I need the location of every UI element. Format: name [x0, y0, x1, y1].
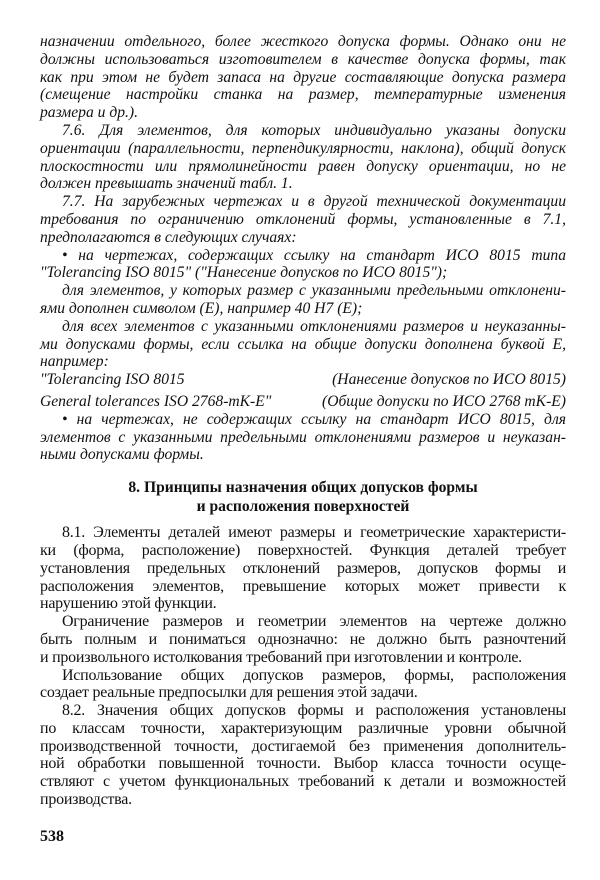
italic-section	[40, 33, 566, 371]
paragraph	[40, 702, 566, 809]
text-line: нарушению этой функции.	[40, 595, 217, 613]
paragraph	[40, 193, 566, 246]
paragraph	[40, 667, 566, 703]
text-line: например:	[40, 353, 109, 371]
text-line: и произвольного истолкования требований при изготовлении и контроле.	[40, 648, 522, 666]
section-heading	[40, 478, 566, 516]
paragraph	[40, 524, 566, 613]
text-line: производственной точности, достигаемой без применения дополнитель-	[40, 737, 566, 755]
example-right: (Общие допуски по ИСО 2768 mK-E)	[322, 392, 566, 410]
heading-line: 8. Принципы назначения общих допусков формы	[128, 479, 478, 497]
text-line: Использование общих допусков размеров, формы, расположения	[62, 666, 566, 684]
text-line: ными допусками формы.	[40, 446, 204, 464]
text-line: ки (форма, расположение) поверхностей. Функция деталей требует	[40, 541, 566, 559]
text-line: расположения элементов, превышение которых может привести к	[40, 577, 566, 595]
text-line: "Tolerancing ISO 8015" ("Нанесение допусков по ИСО 8015");	[40, 264, 448, 282]
text-line: как при этом не будет запаса на другие составляющие допуска размера	[40, 68, 566, 86]
paragraph	[40, 613, 566, 666]
text-line: по классам точности, характеризующим различные уровни обычной	[40, 719, 566, 737]
paragraph	[40, 318, 566, 371]
text-line: 8.2. Значения общих допусков формы и расположения установлены	[62, 702, 566, 720]
paragraph	[40, 247, 566, 283]
paragraph	[40, 33, 566, 122]
text-line: 7.7. На зарубежных чертежах и в другой технической документации	[62, 193, 566, 211]
text-line: • на чертежах, не содержащих ссылку на стандарт ИСО 8015, для	[62, 410, 566, 428]
text-line: • на чертежах, содержащих ссылку на стандарт ИСО 8015 типа	[62, 246, 566, 264]
text-line: ми допусками формы, если ссылка на общие допуски дополнена буквой E,	[40, 335, 566, 353]
example-row	[40, 371, 566, 389]
body-section	[40, 524, 566, 809]
example-left: General tolerances ISO 2768-mK-E"	[40, 392, 272, 410]
text-line: должны использоваться изготовителем в качестве допуска формы, так	[40, 50, 566, 68]
text-line: установления предельных отклонений размеров, допусков формы и	[40, 559, 566, 577]
text-line: создает реальные предпосылки для решения этой задачи.	[40, 684, 418, 702]
text-line: ориентации (параллельности, перпендикулярности, наклона), общий допуск	[40, 139, 566, 157]
heading-line: и расположения поверхностей	[196, 498, 410, 516]
text-line: должен превышать значений табл. 1.	[40, 175, 293, 193]
text-line: ной обработки повышенной точности. Выбор класса точности осуще-	[40, 755, 566, 773]
example-right: (Нанесение допусков по ИСО 8015)	[332, 371, 566, 389]
document-page	[40, 33, 566, 809]
text-line: 7.6. Для элементов, для которых индивидуально указаны допуски	[62, 121, 566, 139]
text-line: требования по ограничению отклонений формы, установленные в 7.1,	[40, 210, 566, 228]
text-line: производства.	[40, 791, 132, 809]
text-line: Ограничение размеров и геометрии элементов на чертеже должно	[62, 613, 566, 631]
text-line: размера и др.).	[40, 104, 139, 122]
text-line: для элементов, у которых размер с указанными предельными отклонени-	[62, 282, 566, 300]
italic-tail	[40, 411, 566, 464]
page-number: 538	[40, 828, 64, 845]
paragraph	[40, 411, 566, 464]
text-line: 8.1. Элементы деталей имеют размеры и геометрические характеристи-	[62, 524, 566, 542]
text-line: плоскостности или прямолинейности равен допуску ориентации, но не	[40, 157, 566, 175]
paragraph	[40, 282, 566, 318]
example-row	[40, 393, 566, 411]
text-line: для всех элементов с указанными отклонениями размеров и неуказанны-	[62, 317, 566, 335]
text-line: быть полным и пониматься однозначно: не должно быть разночтений	[40, 630, 566, 648]
example-block	[40, 371, 566, 411]
text-line: назначении отдельного, более жесткого допуска формы. Однако они не	[40, 33, 566, 50]
text-line: ствляют с учетом функциональных требований к детали и возможностей	[40, 773, 566, 791]
text-line: ями дополнен символом (E), например 40 H7 (E);	[40, 299, 363, 317]
text-line: элементов с указанными предельными отклонениями размеров и неуказан-	[40, 428, 566, 446]
text-line: (смещение настройки станка на размер, температурные изменения	[40, 86, 566, 104]
paragraph	[40, 122, 566, 193]
text-line: предполагаются в следующих случаях:	[40, 228, 297, 246]
example-left: "Tolerancing ISO 8015	[40, 371, 185, 389]
